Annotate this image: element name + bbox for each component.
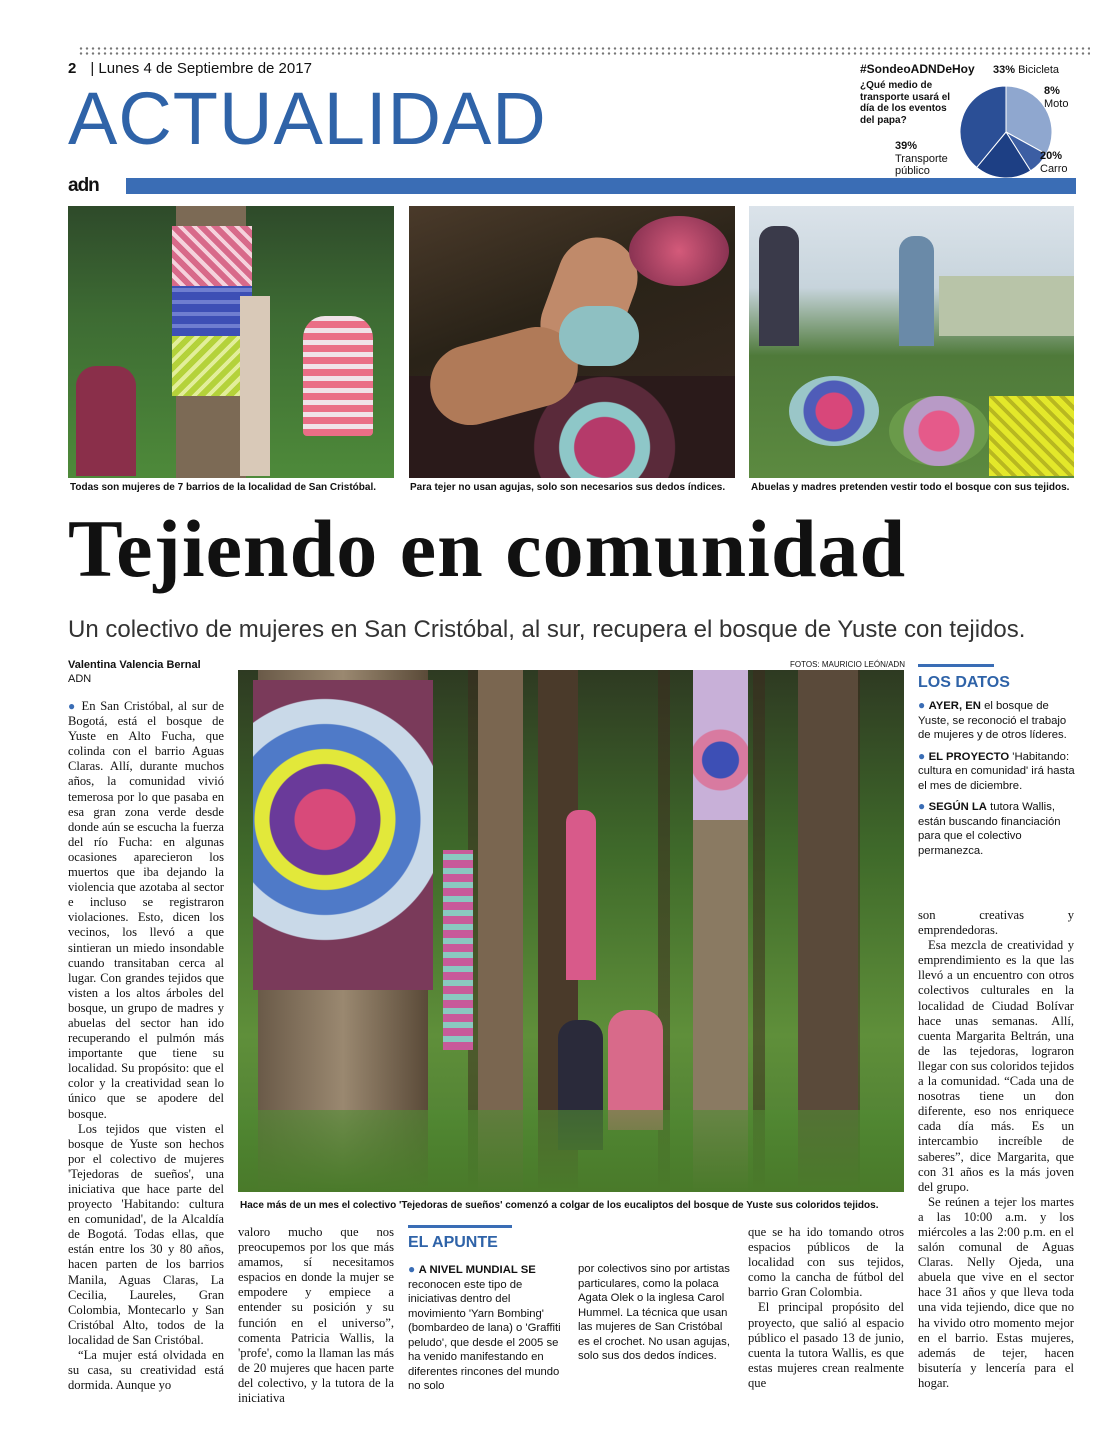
photo-caption-3: Abuelas y madres pretenden vestir todo el bosque con sus tejidos. — [751, 482, 1070, 493]
top-dotted-rule — [78, 46, 1090, 56]
paragraph: son creativas y emprendedoras. — [918, 908, 1074, 938]
label-moto: Moto — [1044, 97, 1069, 110]
bullet-dot: ● — [68, 699, 82, 713]
datos-title: LOS DATOS — [918, 674, 1010, 691]
pct-moto: 8% — [1044, 85, 1060, 97]
poll-label-transporte — [895, 140, 948, 178]
label-bicicleta: Bicicleta — [1018, 64, 1060, 76]
headline: Tejiendo en comunidad — [68, 503, 907, 594]
article-column-4 — [748, 1225, 904, 1391]
apunte-text-b: por colectivos sino por artistas particulares, como la polaca Agata Olek o la inglesa Carol Hummel. La técnica que usan las mujeres de San Cristóbal es el crochet. No usan agujas, solo sus dos dedos índices. — [578, 1263, 730, 1362]
datos-lead: EL PROYECTO — [928, 750, 1010, 763]
apunte-rule — [408, 1225, 512, 1228]
paragraph: valoro mucho que nos preocupemos por los que más amamos, sí necesitamos espacios en donde la mujer se empodere y empiece a entender su posición y su función en el universo”, comenta Patricia Wallis, la 'profe', como la llaman las más de 20 mujeres que hacen parte del colectivo, y la tutora de la iniciativa — [238, 1225, 394, 1406]
datos-list — [918, 698, 1076, 858]
bullet-dot: ● — [918, 698, 929, 712]
datos-text: el bosque de Yuste, se reconoció el trabajo de mujeres y de otros líderes. — [918, 700, 1067, 741]
photo-credit: FOTOS: MAURICIO LEÓN/ADN — [790, 660, 905, 669]
author-outlet: ADN — [68, 673, 92, 685]
poll-label-moto — [1044, 85, 1068, 110]
datos-item — [918, 698, 1076, 743]
section-color-bar — [126, 178, 1076, 194]
article-column-2 — [238, 1225, 394, 1406]
adn-logo: adn — [68, 175, 99, 196]
paragraph — [68, 699, 224, 1122]
pct-carro: 20% — [1040, 150, 1063, 162]
bullet-dot: ● — [408, 1262, 419, 1276]
photo-forest-knitted-trees — [238, 670, 904, 1192]
datos-text: 'Habitando: cultura en comunidad' irá hasta el mes de diciembre. — [918, 750, 1075, 792]
datos-item — [918, 749, 1076, 794]
article-column-1 — [68, 699, 224, 1393]
pct-bicicleta: 33% — [993, 64, 1016, 76]
paragraph-text: En San Cristóbal, al sur de Bogotá, está el bosque de Yuste en Alto Fucha, que colinda con el barrio Aguas Claras. Allí, durante muchos años, la comunidad vivió temerosa por lo que pasaba en esa gran zona verde desde donde aún se escucha la fuerza del río Fucha: en algunas ocasiones aparecieron los muertos que iba dejando la violencia que azotaba al sector e incluso se registraron violaciones. Esto, dicen los vecinos, los llevó a que sintieran un miedo insondable cuando transitaban cerca al lugar. Con grandes tejidos que visten a los altos árboles del bosque, un grupo de madres y abuelas del sector han ido recuperando el pulmón más importante que tiene su localidad. Su propósito: que el color y la creatividad sean lo único que se apodere del bosque. — [68, 699, 224, 1121]
issue-date: Lunes 4 de Septiembre de 2017 — [98, 60, 312, 77]
subheadline: Un colectivo de mujeres en San Cristóbal, al sur, recupera el bosque de Yuste con tejidos. — [68, 616, 1026, 643]
apunte-body-a: reconocen este tipo de iniciativas dentro del movimiento 'Yarn Bombing' (bombardeo de lana) o 'Graffiti peludo', que desde el 2005 se ha venido manifestando en diferentes rincones del mundo no solo — [408, 1278, 561, 1392]
poll-label-carro — [1040, 150, 1068, 175]
apunte-title: EL APUNTE — [408, 1234, 498, 1251]
article-column-5 — [918, 908, 1074, 1391]
paragraph: Los tejidos que visten el bosque de Yuste son hechos por el colectivo de mujeres 'Tejedoras de sueños', una iniciativa que hace parte del proyecto 'Habitando: cultura en comunidad', de la Alcaldía de Bogotá. Todas ellas, que están entre los 30 y 80 años, hacen parten de los barrios Manila, Aguas Claras, La Cecilia, Laureles, Gran Colombia, Montecarlo y San Cristóbal Alto, todos de la localidad de San Cristóbal. — [68, 1121, 224, 1347]
apunte-text-a — [408, 1262, 564, 1394]
label-carro: Carro — [1040, 162, 1068, 175]
poll-hashtag: #SondeoADNDeHoy — [860, 62, 975, 76]
folio-separator: | — [90, 60, 99, 77]
datos-lead: AYER, EN — [928, 700, 981, 712]
photo-caption-2: Para tejer no usan agujas, solo son necesarios sus dedos índices. — [410, 482, 726, 493]
section-title: ACTUALIDAD — [68, 77, 547, 160]
paragraph: “La mujer está olvidada en su casa, su creatividad está dormida. Aunque yo — [68, 1348, 224, 1393]
photo-tree-weavers — [68, 206, 394, 478]
poll-label-bicicleta — [993, 64, 1059, 77]
bullet-dot: ● — [918, 748, 929, 763]
page-number: 2 — [68, 60, 77, 77]
bullet-dot: ● — [918, 799, 929, 813]
author-name: Valentina Valencia Bernal — [68, 659, 201, 671]
folio — [68, 60, 312, 77]
paragraph: El principal propósito del proyecto, que salió al espacio público el pasado 13 de junio, cuenta la tutora Wallis, es que estas mujeres crean realmente que — [748, 1300, 904, 1390]
main-photo-caption: Hace más de un mes el colectivo 'Tejedoras de sueños' comenzó a colgar de los eucaliptos del bosque de Yuste sus coloridos tejidos. — [240, 1200, 879, 1211]
label-transporte-1: Transporte — [895, 152, 948, 165]
apunte-lead: A NIVEL MUNDIAL SE — [418, 1264, 536, 1276]
photo-hands-crochet — [409, 206, 735, 478]
photo-caption-1: Todas son mujeres de 7 barrios de la localidad de San Cristóbal. — [70, 482, 377, 493]
datos-text: tutora Wallis, están buscando financiación para que el colectivo permanezca. — [918, 801, 1061, 857]
label-transporte-2: público — [895, 165, 930, 178]
paragraph: Esa mezcla de creatividad y emprendimiento es la que las llevó a un encuentro con otros colectivos culturales en la localidad de Ciudad Bolívar hace unas semanas. Allí, cuenta Margarita Beltrán, una de las tejedoras, lograron llegar con sus coloridos tejidos a la comunidad. “Cada una de nosotras tiene un don diferente, eso nos enriquece cada día más. Es un intercambio increíble de saberes”, dice Margarita, que con 31 años es la más joven del grupo. — [918, 938, 1074, 1194]
datos-rule — [918, 664, 994, 667]
poll-question: ¿Qué medio de transporte usará el día de los eventos del papa? — [860, 80, 951, 126]
datos-lead: SEGÚN LA — [928, 801, 987, 813]
datos-item — [918, 799, 1076, 858]
pct-transporte: 39% — [895, 140, 918, 152]
paragraph: que se ha ido tomando otros espacios públicos de la localidad con sus tejidos, como la cancha de fútbol del barrio Gran Colombia. — [748, 1225, 904, 1300]
paragraph: Se reúnen a tejer los martes a las 10:00 a.m. y los miércoles a las 2:00 p.m. en el salón comunal de Aguas Claras. Nelly Ojeda, una abuela que vive en el sector hace 31 años y que lleva toda una vida tejiendo, dice que no ha vivido otro momento mejor en el barrio. Estas mujeres, además de tejer, hacen bisutería y lencería para el hogar. — [918, 1194, 1074, 1390]
photo-women-on-grass — [749, 206, 1074, 478]
